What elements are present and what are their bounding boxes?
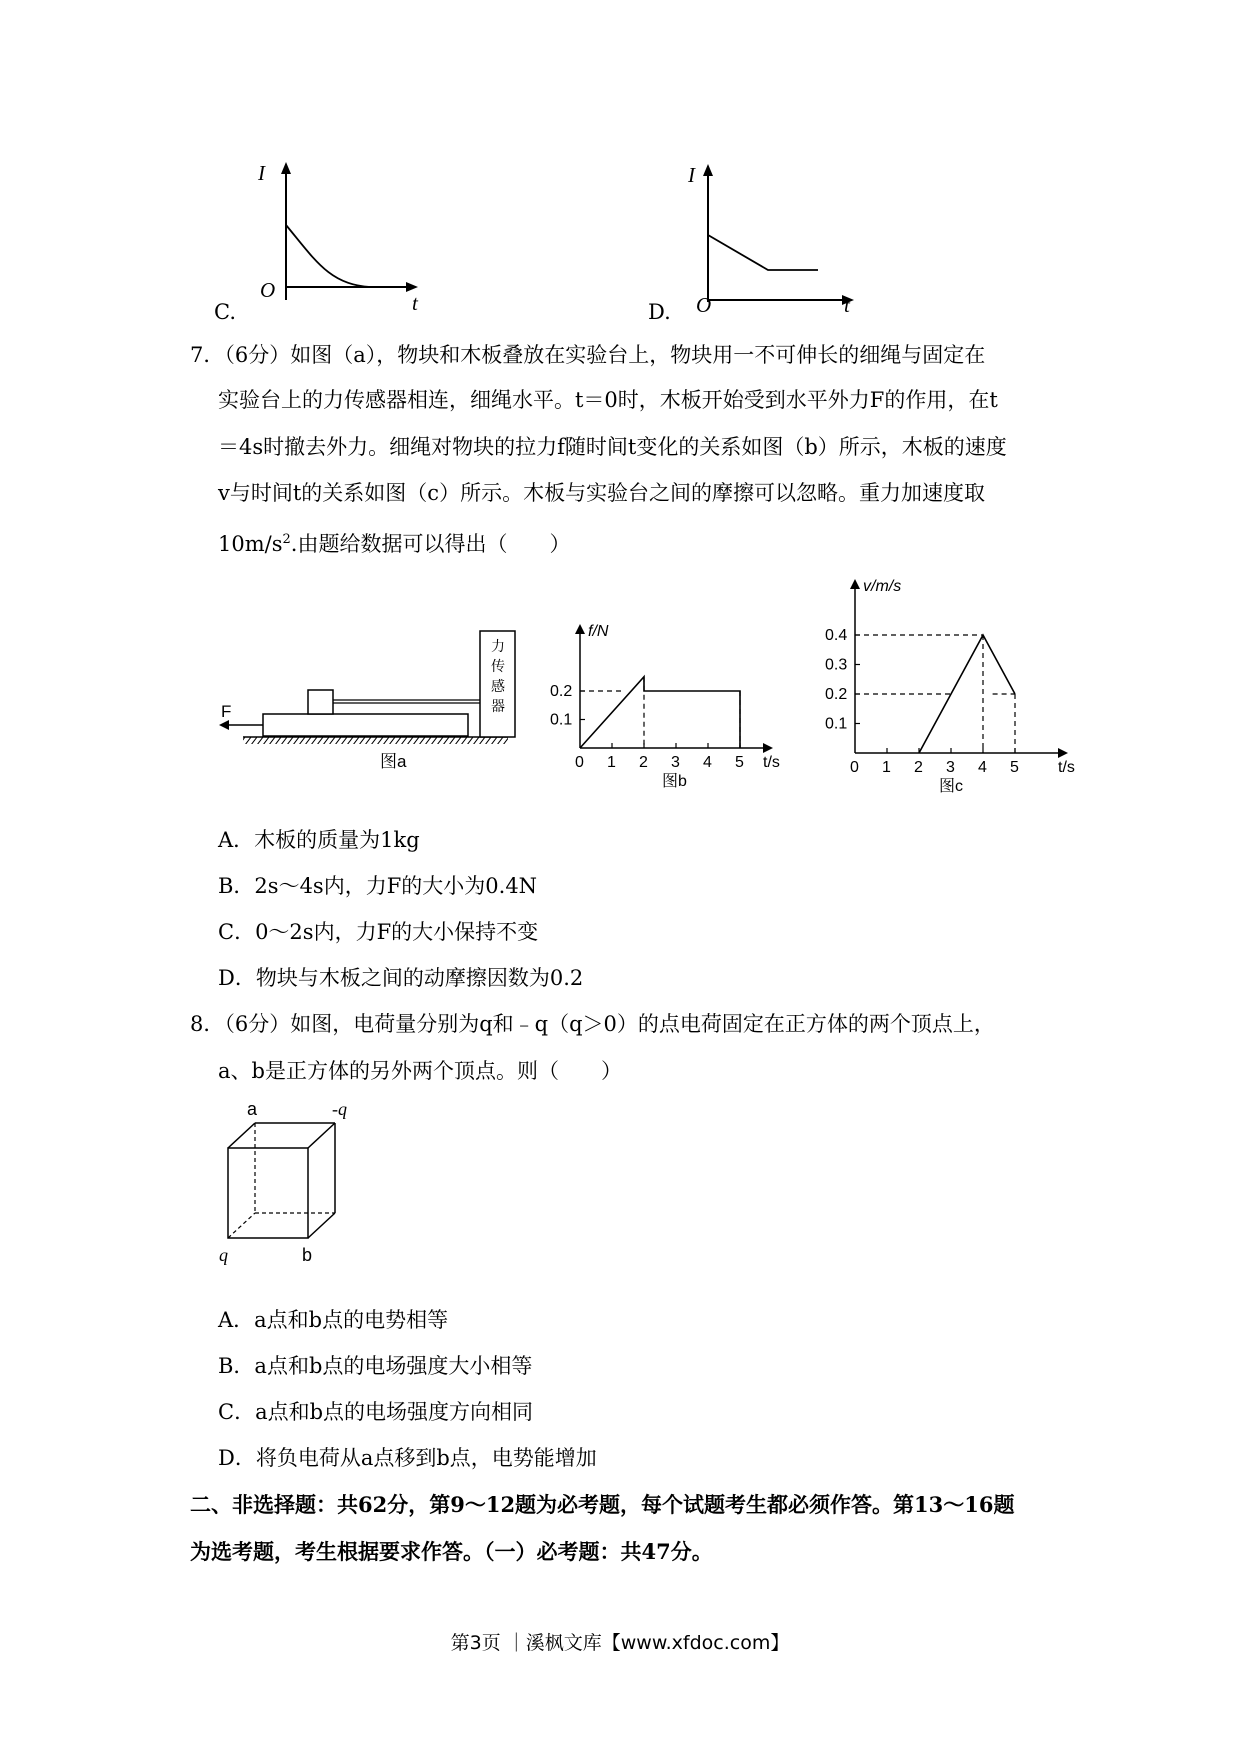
current-graph-d (668, 162, 868, 317)
q7-option-d: D．物块与木板之间的动摩擦因数为0.2 (218, 966, 584, 990)
x-tick-label: 3 (671, 754, 680, 771)
block (308, 690, 333, 714)
q7-option-c: C．0～2s内，力F的大小保持不变 (218, 920, 539, 944)
q7-line-1: 7．（6分）如图（a），物块和木板叠放在实验台上，物块用一不可伸长的细绳与固定在 (190, 343, 986, 367)
vertex-q-label: q (219, 1245, 228, 1265)
current-graph-c (240, 160, 430, 315)
figure-a-caption: 图a (380, 752, 407, 771)
x-tick-label: 3 (946, 759, 955, 776)
data-series-line (580, 677, 740, 748)
y-axis-label: I (688, 163, 695, 187)
data-series-line (919, 635, 1015, 753)
x-tick-label: 1 (882, 759, 891, 776)
y-tick-label: 0.4 (825, 627, 848, 644)
q7-line-3: ＝4s时撤去外力。细绳对物块的拉力f随时间t变化的关系如图（b）所示，木板的速度 (218, 435, 1007, 459)
q7-line-2: 实验台上的力传感器相连，细绳水平。t＝0时，木板开始受到水平外力F的作用，在t (218, 388, 998, 412)
q7-line-5: $10m/s^2$.由题给数据可以得出（ ） (218, 532, 571, 556)
x-axis-label: t (844, 293, 850, 317)
q7-line-4: v与时间t的关系如图（c）所示。木板与实验台之间的摩擦可以忽略。重力加速度取 (218, 481, 986, 505)
x-tick-label: 5 (735, 754, 744, 771)
x-tick-label: 1 (607, 754, 616, 771)
option-c-label: C. (214, 300, 236, 324)
section2-line-1: 二、非选择题：共62分，第9～12题为必考题，每个试题考生都必须作答。第13～16题 (190, 1492, 1015, 1517)
q8-option-c: C．a点和b点的电场强度方向相同 (218, 1400, 534, 1424)
figure-caption: 图c (939, 778, 964, 795)
sensor-char-2: 传 (491, 658, 505, 674)
q8-line-1: 8．（6分）如图，电荷量分别为q和﹣q（q＞0）的点电荷固定在正方体的两个顶点上， (190, 1012, 995, 1036)
y-tick-label: 0.1 (550, 711, 573, 729)
origin-label: O (260, 278, 276, 302)
sensor-char-3: 感 (491, 678, 505, 694)
y-axis-arrow (575, 624, 585, 634)
figure-a-apparatus (215, 625, 525, 775)
x-tick-label: 4 (703, 754, 712, 771)
q8-option-b: B．a点和b点的电场强度大小相等 (218, 1354, 533, 1378)
q8-option-d: D．将负电荷从a点移到b点，电势能增加 (218, 1446, 597, 1470)
figure-caption: 图b (662, 773, 687, 790)
y-tick-label: 0.3 (825, 656, 848, 674)
x-tick-label: 2 (639, 754, 648, 771)
figure-c-chart (815, 575, 1095, 800)
q7-option-a: A．木板的质量为1kg (218, 828, 420, 852)
y-axis-arrow (850, 579, 860, 589)
vertex-neg-q-label: -q (332, 1099, 347, 1119)
y-axis-label: I (258, 161, 265, 185)
table-surface (243, 737, 508, 744)
wood-board (263, 714, 468, 736)
y-axis-label: v/m/s (863, 578, 902, 595)
q8-option-a: A．a点和b点的电势相等 (218, 1308, 449, 1332)
section2-line-2: 为选考题，考生根据要求作答。（一）必考题：共47分。 (190, 1539, 713, 1564)
figure-b-chart (540, 620, 800, 795)
sensor-char-1: 力 (491, 638, 505, 654)
x-tick-label: 0 (850, 759, 859, 776)
option-d-label: D. (648, 300, 671, 324)
x-axis-arrow (1058, 748, 1068, 758)
y-tick-label: 0.2 (550, 683, 573, 700)
x-axis-arrow (763, 743, 773, 753)
x-tick-label: 0 (575, 754, 584, 771)
x-tick-label: 4 (978, 759, 987, 776)
cube-figure (215, 1095, 365, 1270)
y-tick-label: 0.2 (825, 686, 848, 703)
x-tick-label: 2 (914, 759, 923, 776)
y-tick-label: 0.1 (825, 715, 848, 733)
vertex-a-label: a (247, 1099, 258, 1119)
vertex-b-label: b (302, 1245, 313, 1265)
x-axis-label: t/s (763, 754, 780, 771)
origin-label: O (696, 293, 712, 317)
y-axis-label: f/N (588, 623, 609, 640)
force-label: F (221, 702, 232, 721)
x-axis-label: t (412, 291, 418, 315)
sensor-char-4: 器 (491, 698, 505, 714)
q8-line-2: a、b是正方体的另外两个顶点。则（ ） (218, 1059, 622, 1083)
page-footer: 第3页 ｜溪枫文库【www.xfdoc.com】 (450, 1632, 790, 1654)
x-axis-label: t/s (1058, 759, 1075, 776)
x-tick-label: 5 (1010, 759, 1019, 776)
q7-option-b: B．2s～4s内，力F的大小为0.4N (218, 874, 538, 898)
